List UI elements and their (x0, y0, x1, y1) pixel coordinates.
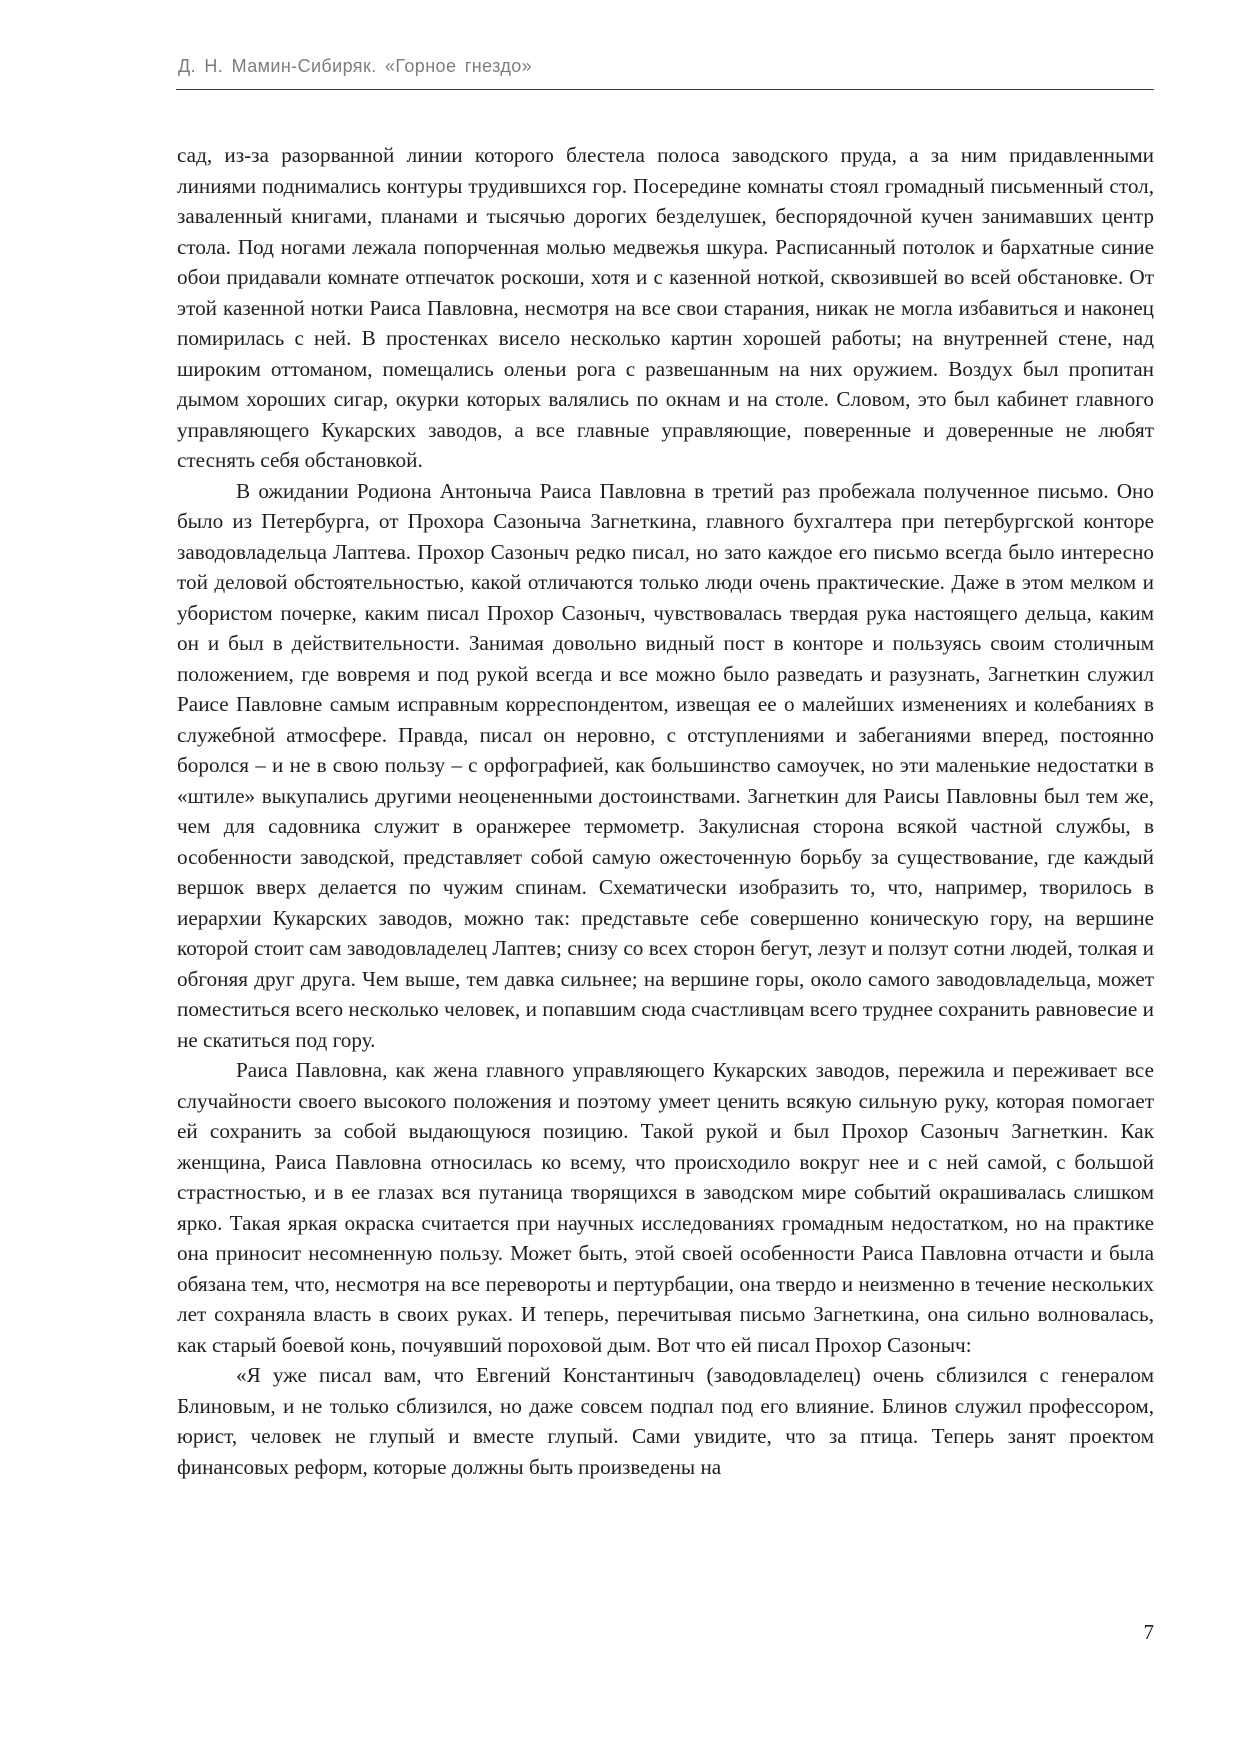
header-divider (176, 89, 1154, 90)
page-number: 7 (1143, 1620, 1154, 1644)
paragraph-continuation: сад, из-за разорванной линии которого блестела полоса заводского пруда, а за ним придавленными линиями поднимались контуры трудившихся гор. Посередине комнаты стоял громадный письменный стол, заваленный книгами, планами и тысячью дорогих безделушек, беспорядочной кучен занимавших центр стола. Под ногами лежала попорченная молью медвежья шкура. Расписанный потолок и бархатные синие обои придавали комнате отпечаток роскоши, хотя и с казенной ноткой, сквозившей во всей обстановке. От этой казенной нотки Раиса Павловна, несмотря на все свои старания, никак не могла избавиться и наконец помирилась с ней. В простенках висело несколько картин хорошей работы; на внутренней стене, над широким оттоманом, помещались оленьи рога с развешанным на них оружием. Воздух был пропитан дымом хороших сигар, окурки которых валялись по окнам и на столе. Словом, это был кабинет главного управляющего Кукарских заводов, а все главные управляющие, поверенные и доверенные не любят стеснять себя обстановкой. (177, 143, 1154, 472)
running-header: Д. Н. Мамин-Сибиряк. «Горное гнездо» (178, 56, 533, 76)
paragraph: В ожидании Родиона Антоныча Раиса Павловна в третий раз пробежала полученное письмо. Оно было из Петербурга, от Прохора Сазоныча Загнеткина, главного бухгалтера при петербургской конторе заводовладельца Лаптева. Прохор Сазоныч редко писал, но зато каждое его письмо всегда было интересно той деловой обстоятельностью, какой отличаются только люди очень практические. Даже в этом мелком и убористом почерке, каким писал Прохор Сазоныч, чувствовалась твердая рука настоящего дельца, каким он и был в действительности. Занимая довольно видный пост в конторе и пользуясь своим столичным положением, где вовремя и под рукой всегда и все можно было разведать и разузнать, Загнеткин служил Раисе Павловне самым исправным корреспондентом, извещая ее о малейших изменениях и колебаниях в служебной атмосфере. Правда, писал он неровно, с отступлениями и забеганиями вперед, постоянно боролся – и не в свою пользу – с орфографией, как большинство самоучек, но эти маленькие недостатки в «штиле» выкупались другими неоцененными достоинствами. Загнеткин для Раисы Павловны был тем же, чем для садовника служит в оранжерее термометр. Закулисная сторона всякой частной службы, в особенности заводской, представляет собой самую ожесточенную борьбу за существование, где каждый вершок вверх делается по чужим спинам. Схематически изобразить то, что, например, творилось в иерархии Кукарских заводов, можно так: представьте себе совершенно коническую гору, на вершине которой стоит сам заводовладелец Лаптев; снизу со всех сторон бегут, лезут и ползут сотни людей, толкая и обгоняя друг друга. Чем выше, тем давка сильнее; на вершине горы, около самого заводовладельца, может поместиться всего несколько человек, и попавшим сюда счастливцам всего труднее сохранить равновесие и не скатиться под гору. (177, 478, 1154, 1052)
page-body (177, 140, 1154, 1482)
paragraph-letter-quote: «Я уже писал вам, что Евгений Константиныч (заводовладелец) очень сблизился с генералом Блиновым, и не только сблизился, но даже совсем подпал под его влияние. Блинов служил профессором, юрист, человек не глупый и вместе глупый. Сами увидите, что за птица. Теперь занят проектом финансовых реформ, которые должны быть произведены на (177, 1363, 1154, 1479)
paragraph: Раиса Павловна, как жена главного управляющего Кукарских заводов, пережила и переживает все случайности своего высокого положения и поэтому умеет ценить всякую сильную руку, которая помогает ей сохранить за собой выдающуюся позицию. Такой рукой и был Прохор Сазоныч Загнеткин. Как женщина, Раиса Павловна относилась ко всему, что происходило вокруг нее и с ней самой, с большой страстностью, и в ее глазах вся путаница творящихся в заводском мире событий окрашивалась слишком ярко. Такая яркая окраска считается при научных исследованиях громадным недостатком, но на практике она приносит несомненную пользу. Может быть, этой своей особенности Раиса Павловна отчасти и была обязана тем, что, несмотря на все перевороты и пертурбации, она твердо и неизменно в течение нескольких лет сохраняла власть в своих руках. И теперь, перечитывая письмо Загнеткина, она сильно волновалась, как старый боевой конь, почуявший пороховой дым. Вот что ей писал Прохор Сазоныч: (177, 1058, 1154, 1357)
